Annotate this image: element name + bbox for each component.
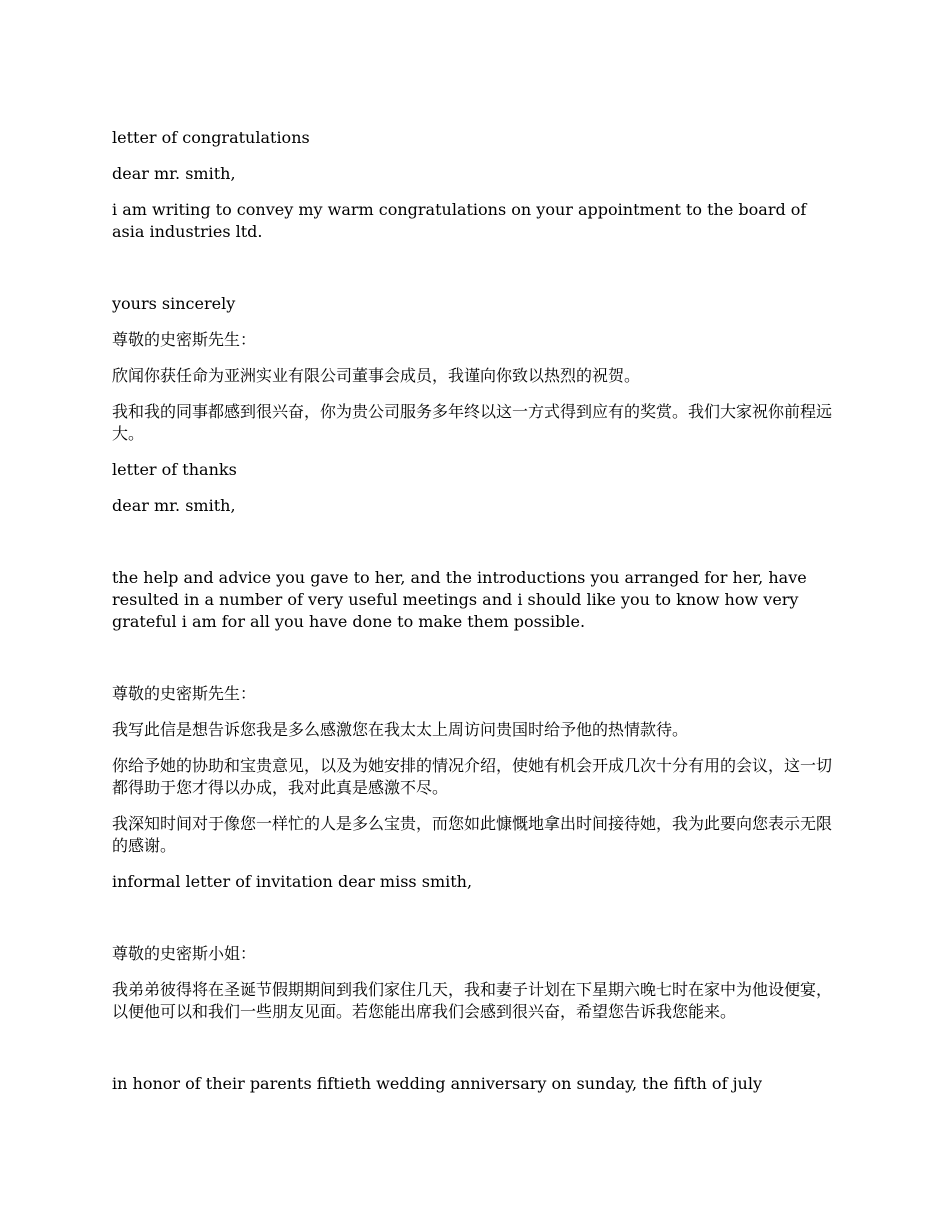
- congratulations-body: i am writing to convey my warm congratulations on your appointment to the board of asia industries ltd.: [112, 200, 807, 241]
- congratulations-body-chinese-2: 我和我的同事都感到很兴奋，你为贵公司服务多年终以这一方式得到应有的奖赏。我们大家祝你前程远大。: [112, 402, 833, 443]
- heading-thanks: letter of thanks: [112, 460, 237, 479]
- heading-congratulations: letter of congratulations: [112, 128, 310, 147]
- thanks-body-chinese-2: 你给予她的协助和宝贵意见，以及为她安排的情况介绍，使她有机会开成几次十分有用的会议，这一切都得助于您才得以办成，我对此真是感激不尽。: [112, 756, 833, 797]
- document-body: [112, 127, 842, 1095]
- salutation-english-2: dear mr. smith,: [112, 496, 236, 515]
- congratulations-body-chinese-1: 欣闻你获任命为亚洲实业有限公司董事会成员，我谨向你致以热烈的祝贺。: [112, 366, 641, 385]
- anniversary-line: in honor of their parents fiftieth wedding anniversary on sunday, the fifth of july: [112, 1074, 762, 1093]
- salutation-english-1: dear mr. smith,: [112, 164, 236, 183]
- thanks-body-chinese-3: 我深知时间对于像您一样忙的人是多么宝贵，而您如此慷慨地拿出时间接待她，我为此要向您表示无限的感谢。: [112, 814, 833, 855]
- salutation-chinese-2: 尊敬的史密斯先生：: [112, 684, 257, 703]
- salutation-chinese-3: 尊敬的史密斯小姐：: [112, 944, 257, 963]
- closing-yours-sincerely: yours sincerely: [112, 294, 236, 313]
- salutation-chinese-1: 尊敬的史密斯先生：: [112, 330, 257, 349]
- thanks-body: the help and advice you gave to her, and the introductions you arranged for her, have resulted in a number of very useful meetings and i should like you to know how very grateful i am for all you have done to make them possible.: [112, 568, 807, 631]
- thanks-body-chinese-1: 我写此信是想告诉您我是多么感激您在我太太上周访问贵国时给予他的热情款待。: [112, 720, 689, 739]
- invitation-body-chinese: 我弟弟彼得将在圣诞节假期期间到我们家住几天，我和妻子计划在下星期六晚七时在家中为他设便宴，以便他可以和我们一些朋友见面。若您能出席我们会感到很兴奋，希望您告诉我您能来。: [112, 980, 833, 1021]
- heading-invitation: informal letter of invitation dear miss smith,: [112, 872, 473, 891]
